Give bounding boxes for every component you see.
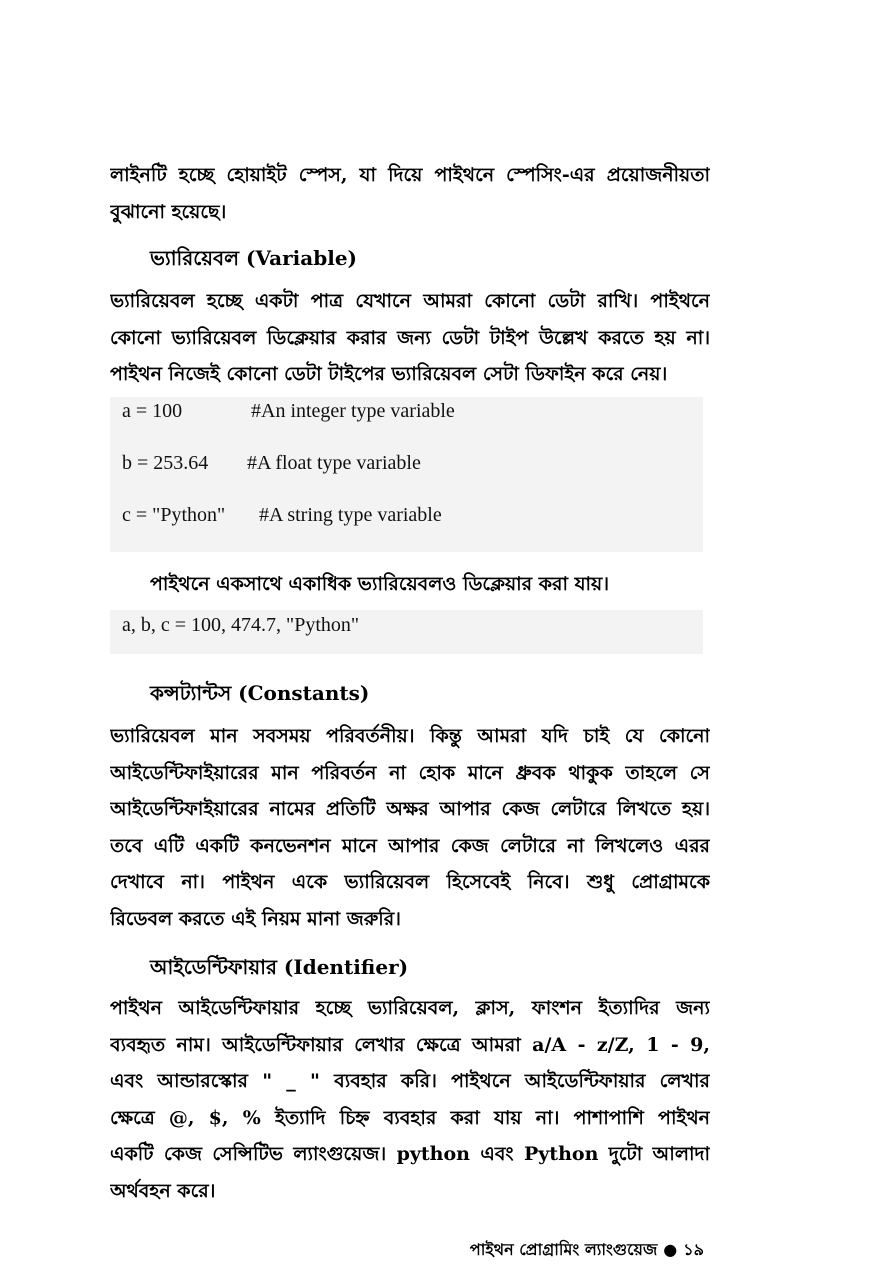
paragraph-line: তবে এটি একটি কনভেনশন মানে আপার কেজ লেটারে না লিখলেও এরর xyxy=(110,834,710,857)
intro-paragraph xyxy=(110,157,710,230)
paragraph-line: আইডেন্টিফাইয়ারের মান পরিবর্তন না হোক মানে ধ্রুবক থাকুক তাহলে সে xyxy=(110,761,710,784)
section-heading-identifier: আইডেন্টিফায়ার (Identifier) xyxy=(150,955,409,979)
paragraph-line: রিডেবল করতে এই নিয়ম মানা জরুরি। xyxy=(110,907,401,930)
paragraph-line: আইডেন্টিফাইয়ারের নামের প্রতিটি অক্ষর আপার কেজ লেটারে লিখতে হয়। xyxy=(110,798,710,820)
multi-declare-note: পাইথনে একসাথে একাধিক ভ্যারিয়েবলও ডিক্লেয়ার করা যায়। xyxy=(150,573,610,595)
paragraph-line: ক্ষেত্রে @, $, % ইত্যাদি চিহ্ন ব্যবহার করা যায় না। পাশাপাশি পাইথন xyxy=(110,1106,710,1129)
code-block-variables xyxy=(110,397,703,552)
code-statement: c = "Python" xyxy=(122,504,226,526)
paragraph-line: এবং আন্ডারস্কোর " _ " ব্যবহার করি। পাইথনে আইডেন্টিফায়ার লেখার xyxy=(110,1070,710,1092)
bullet-icon: ● xyxy=(663,1240,678,1259)
section-heading-variable: ভ্যারিয়েবল (Variable) xyxy=(150,246,358,270)
paragraph-line: ব্যবহৃত নাম। আইডেন্টিফায়ার লেখার ক্ষেত্রে আমরা a/A - z/Z, 1 - 9, xyxy=(110,1033,710,1056)
book-title: পাইথন প্রোগ্রামিং ল্যাংগুয়েজ xyxy=(469,1240,658,1259)
code-comment: #A float type variable xyxy=(247,452,421,474)
code-statement: b = 253.64 xyxy=(122,452,209,474)
paragraph-line: দেখাবে না। পাইথন একে ভ্যারিয়েবল হিসেবেই নিবে। শুধু প্রোগ্রামকে xyxy=(110,871,710,893)
paragraph-line: কোনো ভ্যারিয়েবল ডিক্লেয়ার করার জন্য ডেটা টাইপ উল্লেখ করতে হয় না। xyxy=(110,326,710,349)
paragraph-line: ভ্যারিয়েবল হচ্ছে একটা পাত্র যেখানে আমরা কোনো ডেটা রাখি। পাইথনে xyxy=(110,290,710,312)
variable-paragraph xyxy=(110,283,710,393)
page-footer xyxy=(470,1237,704,1264)
code-comment: #A string type variable xyxy=(259,504,442,526)
paragraph-line: একটি কেজ সেন্সিটিভ ল্যাংগুয়েজ। python এবং Python দুটো আলাদা xyxy=(110,1143,710,1165)
page-number: ১৯ xyxy=(683,1240,704,1259)
paragraph-line: ভ্যারিয়েবল মান সবসময় পরিবর্তনীয়। কিন্তু আমরা যদি চাই যে কোনো xyxy=(110,725,710,747)
code-statement: a = 100 xyxy=(122,400,183,422)
section-heading-constants: কন্সট্যান্টস (Constants) xyxy=(150,681,370,705)
paragraph-line: পাইথন নিজেই কোনো ডেটা টাইপের ভ্যারিয়েবল সেটা ডিফাইন করে নেয়। xyxy=(110,363,668,385)
paragraph-line: অর্থবহন করে। xyxy=(110,1179,216,1202)
identifier-paragraph xyxy=(110,990,710,1209)
paragraph-line: পাইথন আইডেন্টিফায়ার হচ্ছে ভ্যারিয়েবল, ক্লাস, ফাংশন ইত্যাদির জন্য xyxy=(110,997,710,1019)
code-block-multi xyxy=(110,610,703,654)
paragraph-line: বুঝানো হয়েছে। xyxy=(110,200,227,223)
paragraph-line: লাইনটি হচ্ছে হোয়াইট স্পেস, যা দিয়ে পাইথনে স্পেসিং-এর প্রয়োজনীয়তা xyxy=(110,164,710,186)
code-comment: #An integer type variable xyxy=(251,400,455,422)
code-statement: a, b, c = 100, 474.7, "Python" xyxy=(122,614,360,636)
constants-paragraph xyxy=(110,718,710,937)
